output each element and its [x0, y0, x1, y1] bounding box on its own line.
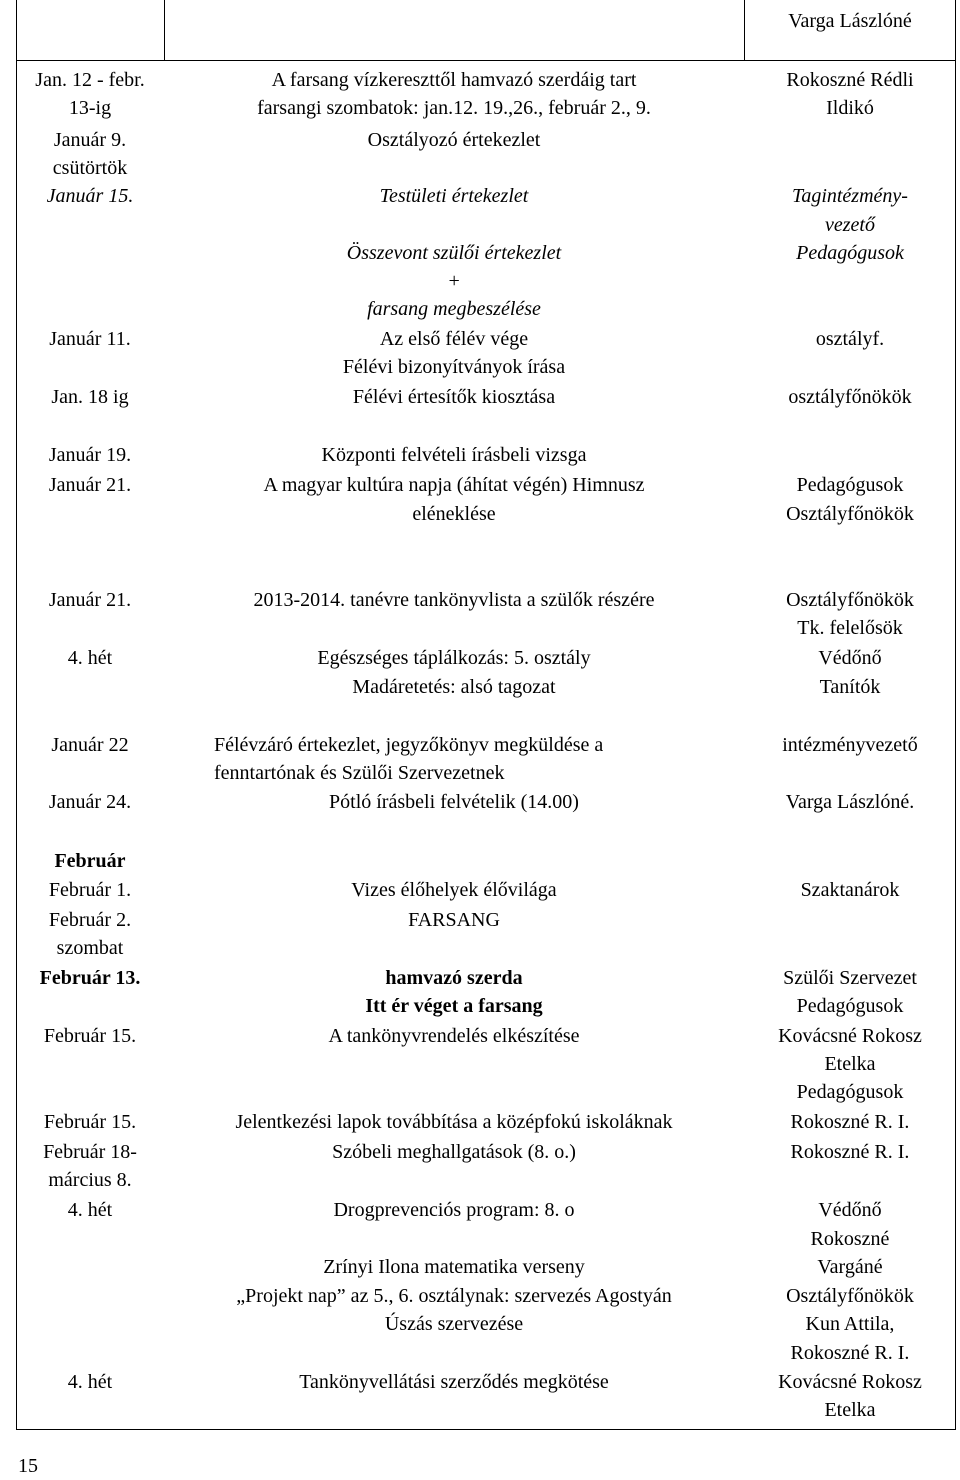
row-event: farsangi szombatok: jan.12. 19.,26., február 2., 9.: [257, 97, 651, 119]
row-date: Január 21.: [48, 589, 132, 611]
row-event: A magyar kultúra napja (áhítat végén) Himnusz: [263, 474, 645, 496]
row-date: Január 22: [51, 734, 129, 756]
row-responsible: Rokoszné: [810, 1228, 890, 1250]
row-event: Itt ér véget a farsang: [365, 995, 543, 1017]
row-date: 4. hét: [67, 1371, 113, 1393]
row-date: Január 19.: [48, 444, 132, 466]
row-date: Január 15.: [46, 185, 134, 207]
row-event: Pótló írásbeli felvételik (14.00): [329, 791, 579, 813]
row-date: 4. hét: [67, 647, 113, 669]
row-date: Január 24.: [48, 791, 132, 813]
row-event: fenntartónak és Szülői Szervezetnek: [214, 762, 505, 784]
row-event: Egészséges táplálkozás: 5. osztály: [317, 647, 591, 669]
row-event: Testületi értekezlet: [379, 185, 529, 207]
row-event: Az első félév vége: [379, 328, 529, 350]
row-responsible: Rokoszné Rédli: [786, 69, 914, 91]
row-responsible: Szülői Szervezet: [783, 967, 917, 989]
row-responsible: Kun Attila,: [805, 1313, 895, 1335]
row-event: Madáretetés: alsó tagozat: [352, 676, 556, 698]
row-date: 13-ig: [68, 97, 112, 119]
row-responsible: Osztályfőnökök: [786, 503, 914, 525]
row-responsible: Pedagógusok: [796, 995, 904, 1017]
row-event: Úszás szervezése: [384, 1313, 524, 1335]
row-date: március 8.: [48, 1169, 132, 1191]
row-event: „Projekt nap” az 5., 6. osztálynak: szervezés Agostyán: [236, 1285, 672, 1307]
row-event: Osztályozó értekezlet: [367, 129, 541, 151]
row-event: Szóbeli meghallgatások (8. o.): [332, 1141, 576, 1163]
row-event: Központi felvételi írásbeli vizsga: [321, 444, 587, 466]
row-event: A farsang vízkereszttől hamvazó szerdáig tart: [271, 69, 637, 91]
row-responsible: Védőnő: [818, 1199, 882, 1221]
row-date: Január 21.: [48, 474, 132, 496]
row-responsible: Etelka: [824, 1399, 876, 1421]
row-date: Január 11.: [49, 328, 131, 350]
row-responsible: Rokoszné R. I.: [790, 1342, 910, 1364]
row-event: hamvazó szerda: [385, 967, 523, 989]
row-responsible: Szaktanárok: [800, 879, 900, 901]
row-responsible: Ildikó: [826, 97, 874, 119]
row-date: Február 2.: [48, 909, 132, 931]
row-event: A tankönyvrendelés elkészítése: [328, 1025, 580, 1047]
row-responsible: Tk. felelősök: [797, 617, 903, 639]
row-event: Félévi bizonyítványok írása: [342, 356, 566, 378]
row-date: 4. hét: [67, 1199, 113, 1221]
row-responsible: osztályfőnökök: [788, 386, 912, 408]
row-responsible: Etelka: [824, 1053, 876, 1075]
row-event: 2013-2014. tanévre tankönyvlista a szülők részére: [253, 589, 655, 611]
row-event: Tankönyvellátási szerződés megkötése: [299, 1371, 609, 1393]
row-responsible: Pedagógusok: [796, 1081, 904, 1103]
row-date: Jan. 18 ig: [51, 386, 129, 408]
row-responsible: Varga Lászlóné.: [785, 791, 915, 813]
row-event: Összevont szülői értekezlet: [346, 242, 562, 264]
row-responsible: Kovácsné Rokosz: [778, 1371, 922, 1393]
row-event: Félévi értesítők kiosztása: [352, 386, 556, 408]
page-number: 15: [18, 1455, 38, 1477]
row-responsible: Rokoszné R. I.: [790, 1141, 910, 1163]
header-responsible: Varga Lászlóné: [788, 10, 912, 32]
row-responsible: vezető: [825, 214, 875, 236]
row-responsible: Védőnő: [818, 647, 882, 669]
row-responsible: Kovácsné Rokosz: [778, 1025, 922, 1047]
row-responsible: osztályf.: [815, 328, 885, 350]
row-responsible: Pedagógusok: [796, 242, 904, 264]
row-responsible: Tanítók: [819, 676, 881, 698]
row-responsible: Osztályfőnökök: [786, 589, 914, 611]
row-event: Félévzáró értekezlet, jegyzőkönyv megküldése a: [214, 734, 604, 756]
row-date: Február 15.: [43, 1111, 137, 1133]
row-event: Drogprevenciós program: 8. o: [333, 1199, 575, 1221]
row-event: +: [447, 270, 461, 292]
month-heading: Február: [54, 850, 126, 872]
row-date: csütörtök: [52, 157, 128, 179]
row-responsible: Rokoszné R. I.: [790, 1111, 910, 1133]
column-divider-date: [164, 0, 165, 60]
row-responsible: Osztályfőnökök: [786, 1285, 914, 1307]
row-responsible: Tagintézmény-: [792, 185, 908, 207]
row-date: Jan. 12 - febr.: [35, 69, 145, 91]
row-responsible: Vargáné: [817, 1256, 883, 1278]
row-responsible: Pedagógusok: [796, 474, 904, 496]
row-date: Február 1.: [48, 879, 132, 901]
row-event: farsang megbeszélése: [367, 298, 541, 320]
row-date: Február 13.: [39, 967, 141, 989]
row-responsible: intézményvezető: [782, 734, 918, 756]
row-event: FARSANG: [408, 909, 500, 931]
row-event: eléneklése: [412, 503, 496, 525]
header-row-divider: [16, 60, 956, 61]
row-event: Zrínyi Ilona matematika verseny: [323, 1256, 585, 1278]
row-event: Jelentkezési lapok továbbítása a középfokú iskoláknak: [235, 1111, 673, 1133]
row-date: Február 15.: [43, 1025, 137, 1047]
row-event: Vizes élőhelyek élővilága: [351, 879, 557, 901]
row-date: Január 9.: [53, 129, 127, 151]
row-date: szombat: [56, 937, 124, 959]
row-date: Február 18-: [43, 1141, 137, 1163]
